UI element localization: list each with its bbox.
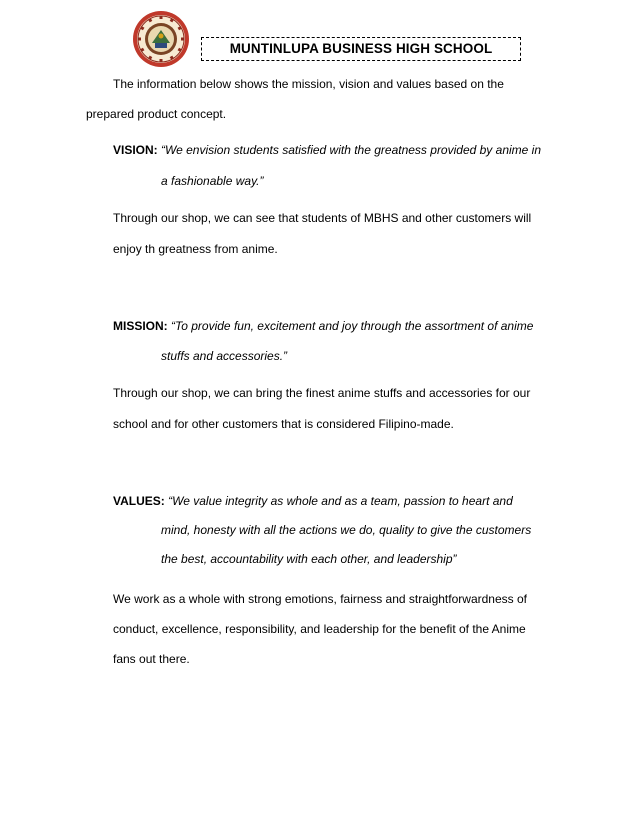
mission-statement	[113, 319, 533, 333]
mission-body-line-2: school and for other customers that is considered Filipino-made.	[113, 417, 454, 431]
vision-statement	[113, 143, 541, 157]
mission-label: MISSION:	[113, 319, 168, 333]
vision-quote-line-1: “We envision students satisfied with the greatness provided by anime in	[161, 143, 541, 157]
values-label: VALUES:	[113, 494, 165, 508]
vision-body-line-2: enjoy th greatness from anime.	[113, 242, 278, 256]
vision-body-line-1: Through our shop, we can see that students of MBHS and other customers will	[113, 211, 532, 225]
mission-body-line-1: Through our shop, we can bring the finest anime stuffs and accessories for our	[113, 386, 531, 400]
values-quote-line-1: “We value integrity as whole and as a team, passion to heart and	[168, 494, 513, 508]
values-quote-line-3: the best, accountability with each other, and leadership”	[161, 552, 457, 566]
vision-label: VISION:	[113, 143, 158, 157]
intro-line-2: prepared product concept.	[86, 107, 227, 121]
intro-line-1: The information below shows the mission, vision and values based on the	[113, 77, 504, 91]
school-seal-icon	[132, 10, 190, 68]
vision-quote-line-2: a fashionable way.”	[161, 174, 264, 188]
values-statement	[113, 494, 513, 508]
mission-quote-line-1: “To provide fun, excitement and joy through the assortment of anime	[171, 319, 534, 333]
values-body-line-1: We work as a whole with strong emotions, fairness and straightforwardness of	[113, 592, 527, 606]
mission-quote-line-2: stuffs and accessories.”	[161, 349, 288, 363]
values-body-line-3: fans out there.	[113, 652, 190, 666]
school-name-header: MUNTINLUPA BUSINESS HIGH SCHOOL	[201, 37, 521, 61]
values-body-line-2: conduct, excellence, responsibility, and leadership for the benefit of the Anime	[113, 622, 526, 636]
values-quote-line-2: mind, honesty with all the actions we do, quality to give the customers	[161, 523, 532, 537]
